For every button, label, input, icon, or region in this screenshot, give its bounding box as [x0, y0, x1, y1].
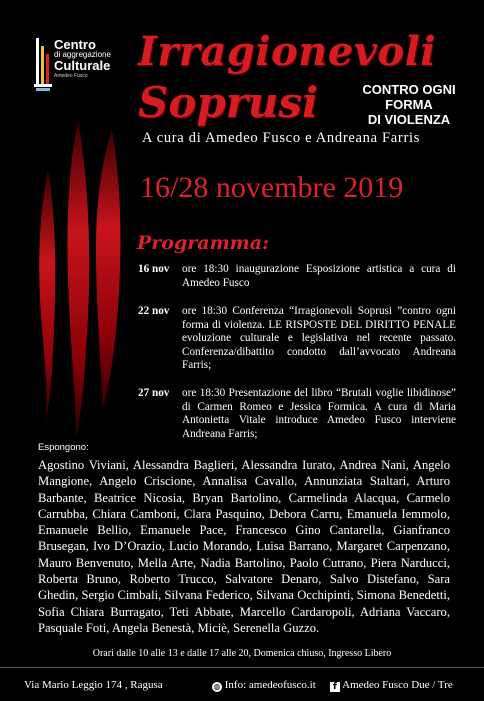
- event-dates: 16/28 novembre 2019: [140, 171, 404, 204]
- exhibitors-list: Agostino Viviani, Alessandra Baglieri, Alessandra Iurato, Andrea Nanì, Angelo Mangione, Angelo Criscione, Annalisa Cavallo, Annunziata Staltari, Arturo Barbante, Beatrice Nicosia, Bryan Bartolino, Carmelinda Alacqua, Carmelo Carrubba, Chiara Camboni, Clara Pasquino, Debora Carru, Emanuela Iemmolo, Emanuele Bellio, Emanuele Pace, Francesco Gino Cantarella, Gianfranco Brusegan, Ivo D’Orazio, Lucio Morando, Luisa Barrano, Margaret Carpenzano, Mauro Benvenuto, Mella Arte, Nadia Bartolino, Paolo Cutrano, Piera Narducci, Roberta Bruno, Roberto Trucco, Salvatore Denaro, Salvo Distefano, Sara Ghedin, Sergio Cimbali, Silvana Federico, Silvana Occhipinti, Simona Benedetti, Sofia Chiara Burragato, Teti Abbate, Marcello Cardaropoli, Adriana Vaccaro, Pasquale Foti, Angela Benestà, Miciè, Serenella Guzzo.: [38, 458, 450, 635]
- event-date: 22 nov: [138, 305, 170, 317]
- claw-mark-2: [67, 120, 89, 438]
- title-line-2: Soprusi: [138, 78, 318, 127]
- footer-info-text: Info: amedeofusco.it: [224, 679, 316, 691]
- cultural-center-logo: [34, 36, 120, 92]
- program-title: Programma:: [137, 232, 270, 254]
- event-description: ore 18:30 Conferenza “Irragionevoli Soprusi ”contro ogni forma di violenza. LE RISPOSTE DEL DIRITTO PENALE evoluzione culturale e legislativa nel recente passato. Conferenza/dibattito condotto dall’avvocato Andreana Farris;: [182, 305, 456, 372]
- claw-mark-3: [96, 130, 121, 410]
- program-event: [138, 387, 456, 441]
- logo-line-3: Culturale: [54, 58, 111, 73]
- footer-facebook-text: Amedeo Fusco Due / Tre: [342, 679, 453, 691]
- curated-by: A cura di Amedeo Fusco e Andreana Farris: [142, 130, 421, 146]
- footer-info: [212, 679, 316, 692]
- subtitle-line-2: FORMA: [385, 97, 433, 112]
- footer: [0, 667, 484, 701]
- subtitle: [354, 82, 464, 127]
- subtitle-line-3: DI VIOLENZA: [367, 112, 451, 127]
- footer-facebook: [330, 679, 453, 692]
- globe-icon: ◍: [213, 682, 221, 691]
- program-event: [138, 305, 456, 373]
- subtitle-line-1: CONTRO OGNI: [362, 82, 456, 97]
- logo-line-4: Amedeo Fusco: [54, 73, 88, 79]
- exhibitors-label: Espongono:: [38, 442, 89, 453]
- event-description: ore 18:30 inaugurazione Esposizione artistica a cura di Amedeo Fusco: [182, 263, 456, 289]
- event-date: 27 nov: [138, 387, 170, 399]
- claw-mark-1: [39, 170, 55, 430]
- claw-marks-illustration: [30, 100, 140, 440]
- title-line-1: Irragionevoli: [138, 28, 436, 75]
- program-event: [138, 263, 456, 290]
- logo-bars-icon: [34, 36, 52, 92]
- facebook-icon: f: [330, 682, 340, 692]
- logo-line-1: Centro: [54, 37, 96, 52]
- logo-line-2: di aggregazione: [54, 50, 111, 59]
- event-description: ore 18:30 Presentazione del libro “Brutali voglie libidinose” di Carmen Romeo e Jessica Formica. A cura di Maria Antonietta Vitale introduce Amedeo Fusco interviene Andreana Farris;: [182, 387, 456, 440]
- footer-address: Via Mario Leggio 174 , Ragusa: [24, 679, 163, 691]
- event-date: 16 nov: [138, 263, 170, 275]
- opening-hours: Orari dalle 10 alle 13 e dalle 17 alle 20, Domenica chiuso, Ingresso Libero: [92, 648, 392, 659]
